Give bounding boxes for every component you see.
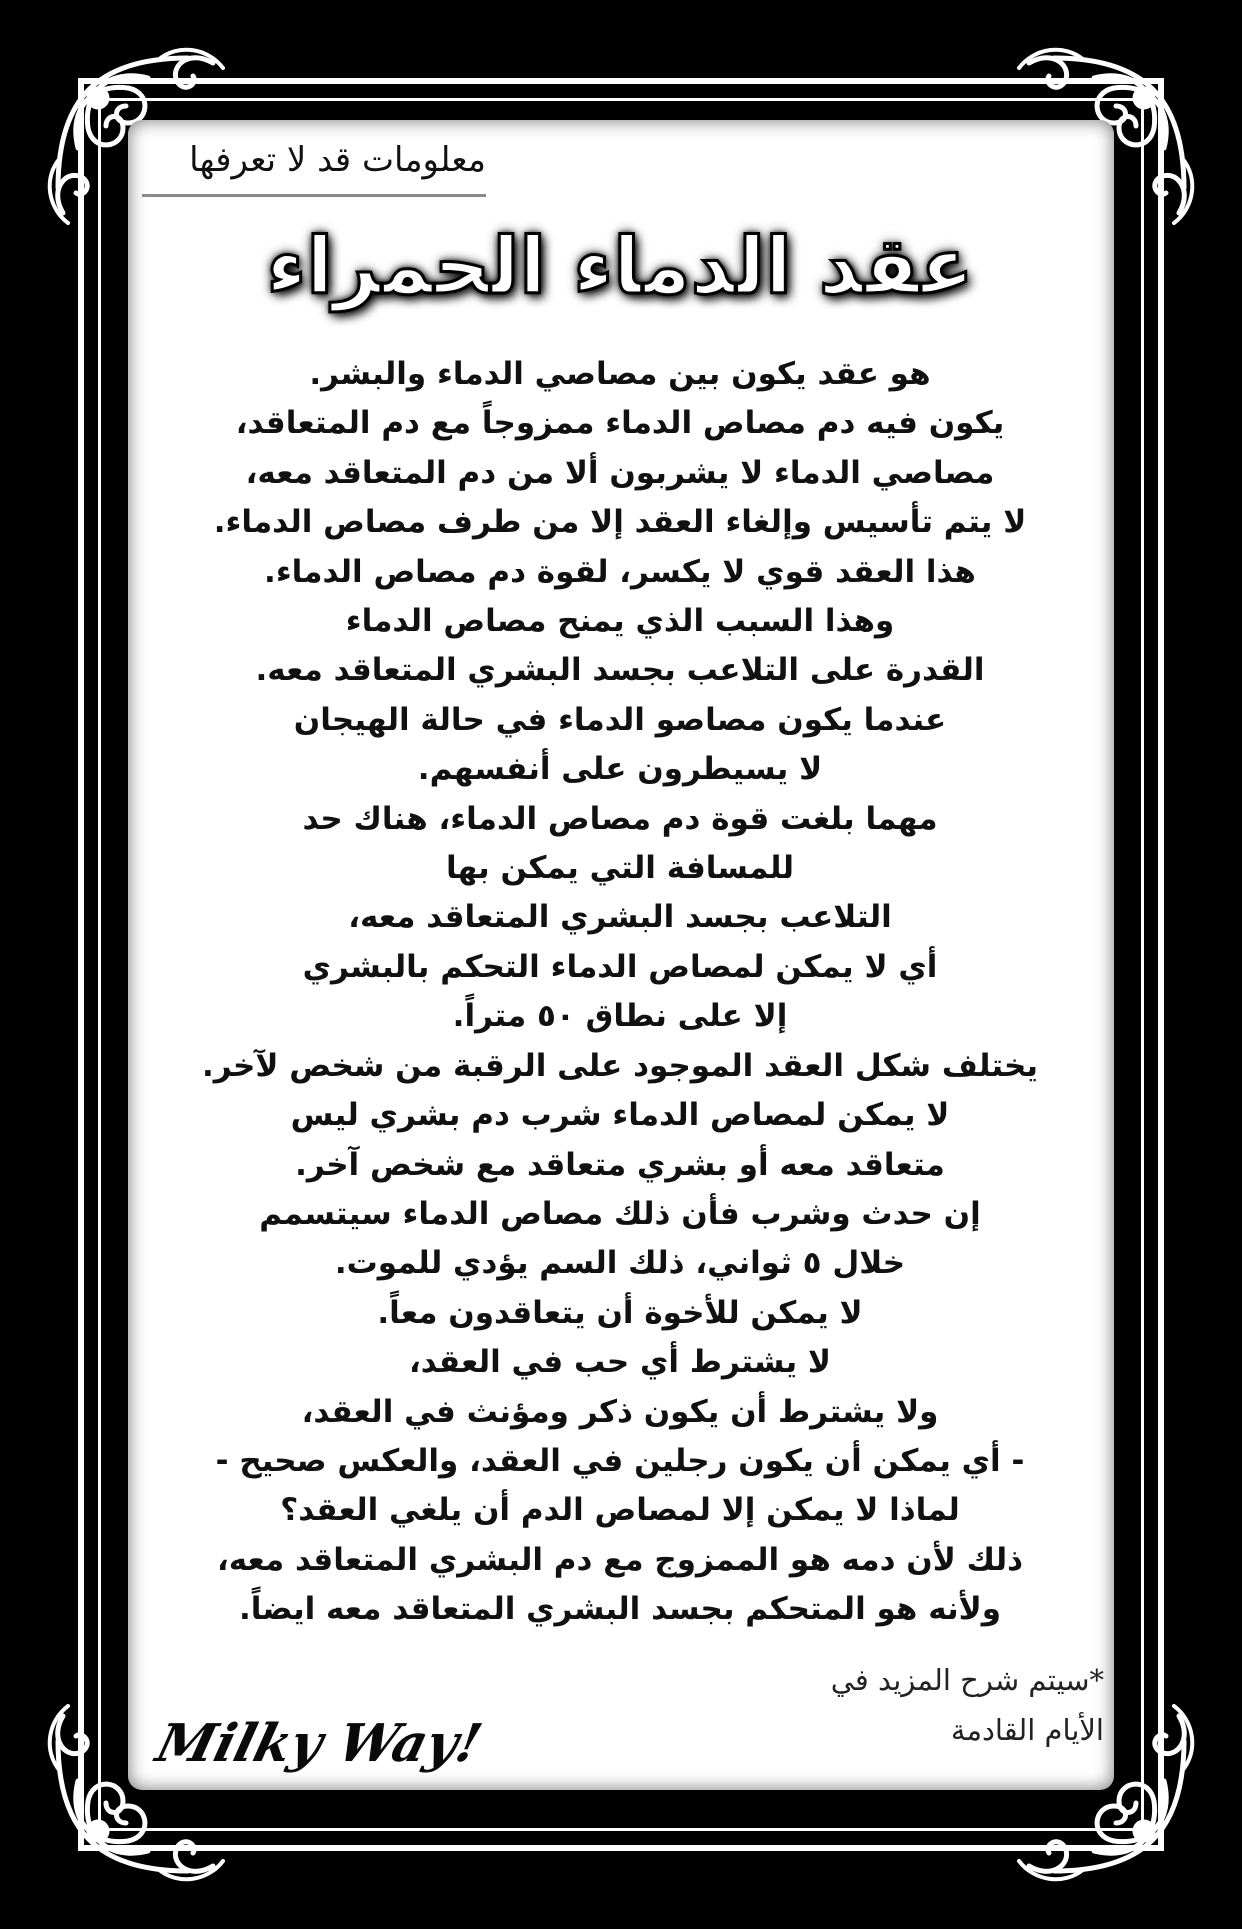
body-line: - أي يمكن أن يكون رجلين في العقد، والعكس صحيح - bbox=[215, 1442, 1025, 1479]
body-line: أي لا يمكن لمصاص الدماء التحكم بالبشري bbox=[302, 948, 938, 985]
body-line: ذلك لأن دمه هو الممزوج مع دم البشري المتعاقد معه، bbox=[216, 1541, 1024, 1578]
body-line: هذا العقد قوي لا يكسر، لقوة دم مصاص الدماء. bbox=[264, 553, 976, 590]
body-line: لماذا لا يمكن إلا لمصاص الدم أن يلغي العقد؟ bbox=[280, 1492, 960, 1529]
body-line: لا يتم تأسيس وإلغاء العقد إلا من طرف مصاص الدماء. bbox=[213, 504, 1027, 541]
body-line: التلاعب بجسد البشري المتعاقد معه، bbox=[348, 899, 892, 936]
page-title: عقد الدماء الحمراء bbox=[266, 222, 974, 312]
body-line: لا يمكن للأخوة أن يتعاقدون معاً. bbox=[377, 1294, 863, 1331]
body-line: لا يشترط أي حب في العقد، bbox=[409, 1344, 831, 1381]
footnote-line: *سيتم شرح المزيد في bbox=[830, 1663, 1104, 1697]
tagline: معلومات قد لا تعرفها bbox=[142, 140, 486, 197]
body-line: ولا يشترط أن يكون ذكر ومؤنث في العقد، bbox=[301, 1393, 939, 1430]
body-line: عندما يكون مصاصو الدماء في حالة الهيجان bbox=[293, 701, 947, 738]
body-line: إن حدث وشرب فأن ذلك مصاص الدماء سيتسمم bbox=[259, 1195, 981, 1232]
body-line: مهما بلغت قوة دم مصاص الدماء، هناك حد bbox=[302, 800, 938, 837]
body-line: ولأنه هو المتحكم بجسد البشري المتعاقد معه ايضاً. bbox=[238, 1591, 1001, 1628]
body-line: للمسافة التي يمكن بها bbox=[445, 850, 795, 887]
signature: Milky Way! bbox=[150, 1713, 488, 1774]
body-line: مصاصي الدماء لا يشربون ألا من دم المتعاقد معه، bbox=[245, 454, 995, 491]
body-line: خلال ٥ ثواني، ذلك السم يؤدي للموت. bbox=[334, 1245, 906, 1282]
body-line: يختلف شكل العقد الموجود على الرقبة من شخص لآخر. bbox=[201, 1047, 1039, 1084]
body-line: لا يسيطرون على أنفسهم. bbox=[417, 751, 823, 788]
body-line: القدرة على التلاعب بجسد البشري المتعاقد معه. bbox=[255, 652, 985, 689]
footnote bbox=[752, 1655, 1104, 1755]
body-line: هو عقد يكون بين مصاصي الدماء والبشر. bbox=[309, 356, 931, 392]
body-line: وهذا السبب الذي يمنح مصاص الدماء bbox=[345, 603, 895, 640]
body-line: إلا على نطاق ٥٠ متراً. bbox=[452, 998, 788, 1035]
body-line: لا يمكن لمصاص الدماء شرب دم بشري ليس bbox=[290, 1097, 950, 1134]
footnote-line: الأيام القادمة bbox=[950, 1713, 1104, 1747]
body-text bbox=[170, 350, 1070, 1635]
body-line: يكون فيه دم مصاص الدماء ممزوجاً مع دم المتعاقد، bbox=[235, 405, 1005, 442]
body-line: متعاقد معه أو بشري متعاقد مع شخص آخر. bbox=[295, 1146, 945, 1183]
